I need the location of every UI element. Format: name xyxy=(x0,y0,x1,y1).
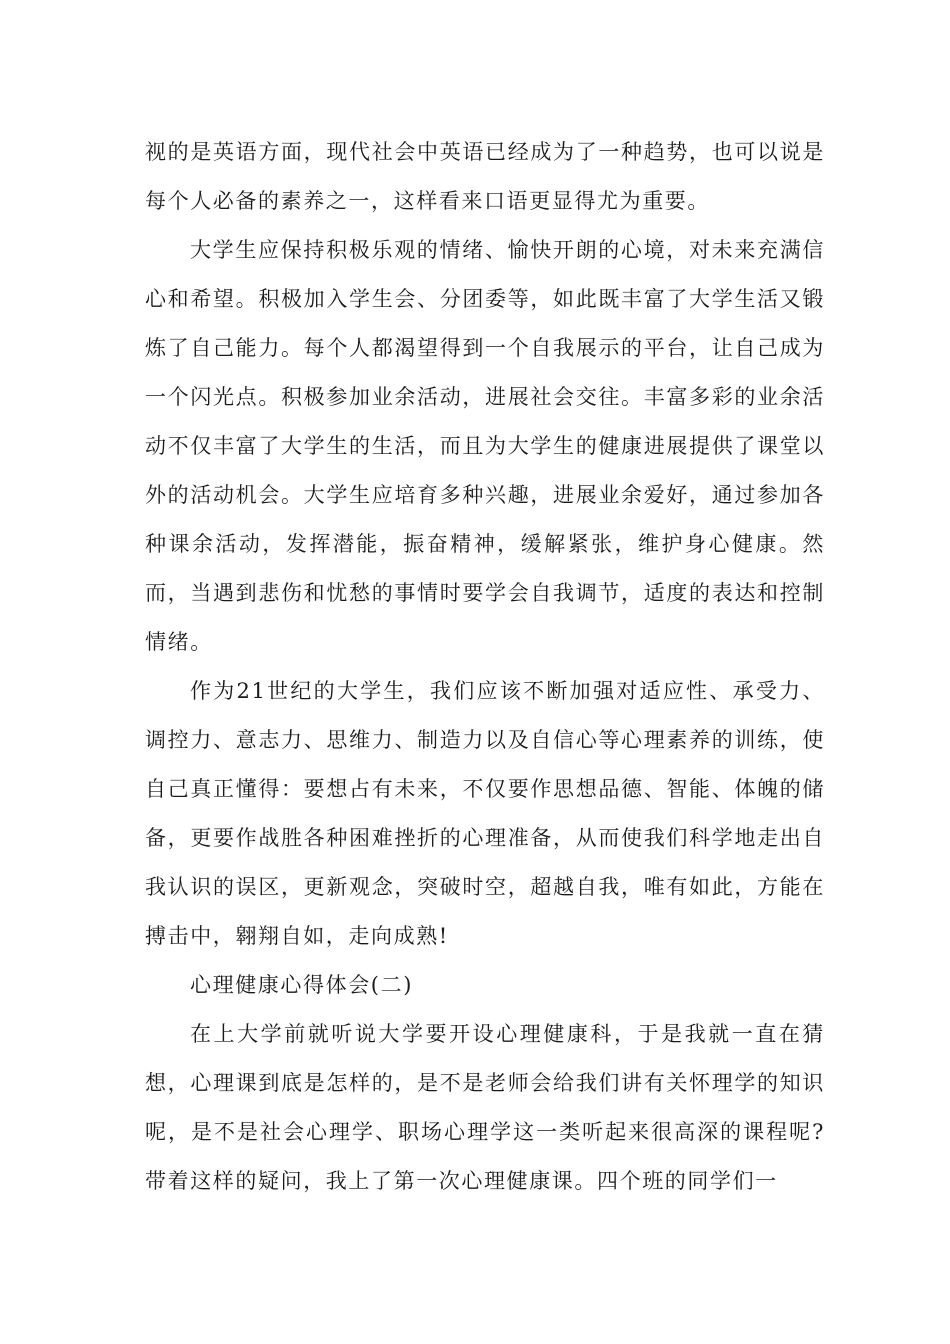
document-body xyxy=(145,128,825,1206)
paragraph-continuation: 视的是英语方面，现代社会中英语已经成为了一种趋势，也可以说是每个人必备的素养之一，这样看来口语更显得尤为重要。 xyxy=(145,140,825,213)
paragraph-first-class: 在上大学前就听说大学要开设心理健康科，于是我就一直在猜想，心理课到底是怎样的，是不是老师会给我们讲有关怀理学的知识呢，是不是社会心理学、职场心理学这一类听起来很高深的课程呢?带着这样的疑问，我上了第一次心理健康课。四个班的同学们一 xyxy=(145,1022,825,1193)
paragraph-21st-century: 作为21世纪的大学生，我们应该不断加强对适应性、承受力、调控力、意志力、思维力、制造力以及自信心等心理素养的训练，使自己真正懂得：要想占有未来，不仅要作思想品德、智能、体魄的储备，更要作战胜各种困难挫折的心理准备，从而使我们科学地走出自我认识的误区，更新观念，突破时空，超越自我，唯有如此，方能在搏击中，翱翔自如，走向成熟! xyxy=(145,679,825,948)
paragraph-student-attitude: 大学生应保持积极乐观的情绪、愉快开朗的心境，对未来充满信心和希望。积极加入学生会、分团委等，如此既丰富了大学生活又锻炼了自己能力。每个人都渴望得到一个自我展示的平台，让自己成为一个闪光点。积极参加业余活动，进展社会交往。丰富多彩的业余活动不仅丰富了大学生的生活，而且为大学生的健康进展提供了课堂以外的活动机会。大学生应培育多种兴趣，进展业余爱好，通过参加各种课余活动，发挥潜能，振奋精神，缓解紧张，维护身心健康。然而，当遇到悲伤和忧愁的事情时要学会自我调节，适度的表达和控制情绪。 xyxy=(145,238,825,654)
section-heading: 心理健康心得体会(二) xyxy=(190,973,413,997)
